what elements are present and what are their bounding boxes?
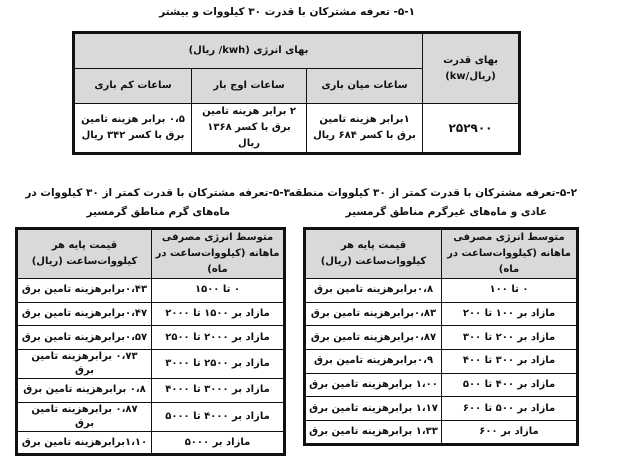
table-row: [305, 350, 578, 374]
price-cell: ۰،۵۷برابرهزینه تامین برق: [17, 326, 152, 350]
consumption-cell: مازاد بر ۴۰۰۰ تا ۵۰۰۰: [152, 402, 285, 431]
section-2-title: [289, 184, 577, 222]
price-cell: ۰،۷۳ برابرهزینه تامین برق: [17, 350, 152, 379]
header-base-price: قیمت پایه هر کیلووات‌ساعت (ریال): [305, 229, 442, 279]
peak-load-value: ۲ برابر هزینه تامین برق با کسر ۱۳۶۸ ریال: [192, 104, 307, 154]
consumption-cell: مازاد بر ۲۰۰۰ تا ۲۵۰۰: [152, 326, 285, 350]
table-row: [305, 279, 578, 303]
table-row: [74, 104, 520, 154]
price-cell: ۰،۸برابرهزینه تامین برق: [305, 279, 442, 303]
section-3-title-line2: ماه‌های گرم مناطق گرمسیر: [86, 206, 230, 218]
price-cell: ۱،۱۷ برابرهزینه تامین برق: [305, 397, 442, 421]
price-cell: ۰،۹برابرهزینه تامین برق: [305, 350, 442, 374]
power-price-value: ۲۵۲۹۰۰: [423, 104, 520, 154]
header-consumption: متوسط انرژی مصرفی ماهانه (کیلووات‌ساعت در ماه): [152, 229, 285, 279]
price-cell: ۰،۸۳برابرهزینه تامین برق: [305, 302, 442, 326]
header-peak-load: ساعات اوج بار: [192, 69, 307, 104]
table-header-row: [305, 229, 578, 279]
price-cell: ۰،۸۷برابرهزینه تامین برق: [305, 326, 442, 350]
consumption-cell: ۰ تا ۱۵۰۰: [152, 279, 285, 303]
table-row: [17, 350, 285, 379]
consumption-cell: مازاد بر ۵۰۰۰: [152, 431, 285, 455]
consumption-cell: مازاد بر ۳۰۰ تا ۴۰۰: [442, 350, 578, 374]
table-row: [17, 302, 285, 326]
table-header-row: [74, 33, 520, 69]
price-cell: ۱،۳۳ برابرهزینه تامین برق: [305, 421, 442, 445]
header-energy-price: بهای انرژی (kwh/ ریال): [74, 33, 423, 69]
section-2-title-line1: ۵-۲-تعرفه مشترکان با قدرت کمتر از ۳۰ کیلووات منطقه: [288, 187, 577, 199]
header-power-price: بهای قدرت (ریال/kw): [423, 33, 520, 104]
table-row: [305, 302, 578, 326]
header-base-price: قیمت پایه هر کیلووات‌ساعت (ریال): [17, 229, 152, 279]
price-cell: ۰،۸ برابرهزینه تامین برق: [17, 379, 152, 403]
header-low-load: ساعات کم باری: [74, 69, 192, 104]
consumption-cell: مازاد بر ۳۰۰۰ تا ۴۰۰۰: [152, 379, 285, 403]
consumption-cell: مازاد بر ۱۵۰۰ تا ۲۰۰۰: [152, 302, 285, 326]
table-row: [17, 431, 285, 455]
section-1-title: ۵-۱- تعرفه مشترکان با قدرت ۳۰ کیلووات و بیشتر: [159, 6, 415, 18]
tariff-table-30kw-and-above: [72, 31, 521, 155]
table-row: [17, 402, 285, 431]
low-load-value: ۰،۵ برابر هزینه تامین برق با کسر ۳۴۲ ریال: [74, 104, 192, 154]
price-cell: ۰،۴۳برابرهزینه تامین برق: [17, 279, 152, 303]
consumption-cell: مازاد بر ۵۰۰ تا ۶۰۰: [442, 397, 578, 421]
table-row: [305, 397, 578, 421]
table-row: [305, 373, 578, 397]
section-2-title-line2: عادی و ماه‌های غیرگرم مناطق گرمسیر: [345, 206, 547, 218]
consumption-cell: مازاد بر ۲۰۰ تا ۳۰۰: [442, 326, 578, 350]
price-cell: ۱،۱۰برابرهزینه تامین برق: [17, 431, 152, 455]
table-row: [17, 379, 285, 403]
header-consumption: متوسط انرژی مصرفی ماهانه (کیلووات‌ساعت در ماه): [442, 229, 578, 279]
price-cell: ۰،۴۷برابرهزینه تامین برق: [17, 302, 152, 326]
table-header-row: [17, 229, 285, 279]
price-cell: ۰،۸۷ برابرهزینه تامین برق: [17, 402, 152, 431]
consumption-cell: مازاد بر ۶۰۰: [442, 421, 578, 445]
consumption-cell: مازاد بر ۲۵۰۰ تا ۳۰۰۰: [152, 350, 285, 379]
price-cell: ۱،۰۰ برابرهزینه تامین برق: [305, 373, 442, 397]
table-row: [17, 326, 285, 350]
consumption-cell: مازاد بر ۱۰۰ تا ۲۰۰: [442, 302, 578, 326]
table-row: [17, 279, 285, 303]
table-row: [305, 326, 578, 350]
section-3-title-line1: ۵-۳-تعرفه مشترکان با قدرت کمتر از ۳۰ کیلووات در: [25, 187, 290, 199]
tariff-table-under-30kw-hot-months: [15, 227, 286, 456]
consumption-cell: مازاد بر ۴۰۰ تا ۵۰۰: [442, 373, 578, 397]
section-3-title: [25, 184, 290, 222]
tariff-table-under-30kw-normal: [303, 227, 579, 446]
header-mid-load: ساعات میان باری: [307, 69, 423, 104]
consumption-cell: ۰ تا ۱۰۰: [442, 279, 578, 303]
table-row: [305, 421, 578, 445]
mid-load-value: ۱برابر هزینه تامین برق با کسر ۶۸۴ ریال: [307, 104, 423, 154]
